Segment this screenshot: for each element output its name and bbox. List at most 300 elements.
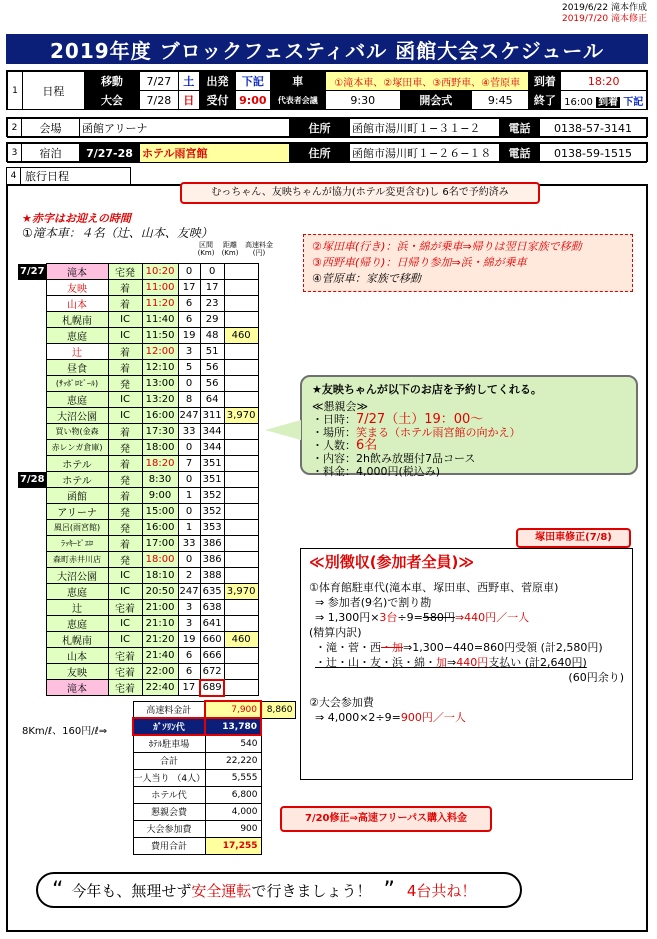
day-cell xyxy=(18,408,46,424)
time-cell: 21:10 xyxy=(142,616,178,632)
action-cell: 着 xyxy=(108,360,142,376)
day-cell xyxy=(18,536,46,552)
day-cell xyxy=(18,600,46,616)
interval-cell: 5 xyxy=(178,360,200,376)
action-cell: IC xyxy=(108,616,142,632)
row-num: 3 xyxy=(8,144,22,163)
schedule-row xyxy=(18,632,258,648)
row-travel xyxy=(6,167,131,185)
time-cell: 18:00 xyxy=(142,440,178,456)
toll-cell xyxy=(224,664,258,680)
party-date: ・日時：7/27（土）19：00〜 xyxy=(312,412,484,427)
toll-cell xyxy=(224,680,258,696)
summary-value: 4,000 xyxy=(205,803,261,820)
toll-cell xyxy=(224,616,258,632)
action-cell: 着 xyxy=(108,296,142,312)
tel-label: 電話 xyxy=(500,119,540,138)
schedule-row xyxy=(18,312,258,328)
toll-cell xyxy=(224,472,258,488)
row-schedule xyxy=(6,70,648,110)
interval-cell: 0 xyxy=(178,552,200,568)
collect-line: ⇒ 1,300円×3台÷9=580円⇒440円／一人 xyxy=(315,611,530,624)
distance-cell: 641 xyxy=(200,616,224,632)
schedule-row xyxy=(18,472,258,488)
place-cell: 滝本 xyxy=(46,264,108,280)
place-cell: 風呂(雨宮館) xyxy=(46,520,108,536)
tel-label: 電話 xyxy=(500,144,540,163)
row-label: 会場 xyxy=(22,119,80,138)
schedule-row xyxy=(18,424,258,440)
toll-cell xyxy=(224,520,258,536)
notice-callout: むっちゃん、友映ちゃんが協力(ホテル変更含む)し 6名で予約済み xyxy=(180,182,540,204)
party-heading: ★友映ちゃんが以下のお店を予約してくれる。 xyxy=(312,383,542,396)
day-cell xyxy=(18,440,46,456)
collect-line: (精算内訳) xyxy=(309,626,362,639)
arrive-value: 18:20 xyxy=(561,72,647,91)
action-cell: 発 xyxy=(108,520,142,536)
cost-summary-table xyxy=(132,700,296,855)
time-cell: 10:20 xyxy=(142,264,178,280)
schedule-row xyxy=(18,376,258,392)
distance-cell: 672 xyxy=(200,664,224,680)
toll-cell xyxy=(224,648,258,664)
interval-cell: 6 xyxy=(178,648,200,664)
place-cell: 函館 xyxy=(46,488,108,504)
summary-value: 900 xyxy=(205,820,261,837)
time-cell: 20:50 xyxy=(142,584,178,600)
interval-cell: 8 xyxy=(178,392,200,408)
action-cell: IC xyxy=(108,392,142,408)
distance-cell: 344 xyxy=(200,424,224,440)
depart-label: 出発 xyxy=(199,72,235,91)
action-cell: IC xyxy=(108,568,142,584)
day-cell xyxy=(18,456,46,472)
summary-row xyxy=(133,837,295,854)
collect-line: ・辻・山・友・浜・綿・加⇒440円支払い (計2,640円) xyxy=(315,656,587,669)
event-dow: 日 xyxy=(178,91,199,110)
time-cell: 17:30 xyxy=(142,424,178,440)
day-cell xyxy=(18,392,46,408)
place-cell: 山本 xyxy=(46,648,108,664)
place-cell: 札幌南 xyxy=(46,632,108,648)
opening-value: 9:45 xyxy=(472,91,529,110)
party-fee: ・料金：4,000円(税込み) xyxy=(312,465,441,478)
time-cell: 16:00 xyxy=(142,408,178,424)
summary-row xyxy=(133,735,295,752)
distance-cell: 666 xyxy=(200,648,224,664)
place-cell: 昼食 xyxy=(46,360,108,376)
summary-label: ｶﾞｿﾘﾝ代 xyxy=(133,718,205,735)
schedule-row xyxy=(18,648,258,664)
day-cell xyxy=(18,328,46,344)
day-cell xyxy=(18,424,46,440)
day-cell xyxy=(18,584,46,600)
day-cell xyxy=(18,664,46,680)
place-cell: アリーナ xyxy=(46,504,108,520)
opening-label: 開会式 xyxy=(400,91,472,110)
action-cell: 着 xyxy=(108,488,142,504)
open-quote: “ xyxy=(52,877,64,903)
interval-cell: 6 xyxy=(178,664,200,680)
time-cell: 22:00 xyxy=(142,664,178,680)
meta-block xyxy=(562,3,647,25)
lodging-dates: 7/27-28 xyxy=(80,144,140,163)
interval-cell: 3 xyxy=(178,344,200,360)
interval-cell: 0 xyxy=(178,264,200,280)
interval-cell: 1 xyxy=(178,520,200,536)
place-cell: 札幌南 xyxy=(46,312,108,328)
distance-cell: 635 xyxy=(200,584,224,600)
end-label: 終了 xyxy=(529,91,561,110)
toll-cell xyxy=(224,312,258,328)
action-cell: IC xyxy=(108,632,142,648)
schedule-row xyxy=(18,552,258,568)
action-cell: 発 xyxy=(108,552,142,568)
distance-cell: 352 xyxy=(200,504,224,520)
time-cell: 9:00 xyxy=(142,488,178,504)
summary-row xyxy=(133,786,295,803)
place-cell: 山本 xyxy=(46,296,108,312)
addr-label: 住所 xyxy=(290,119,350,138)
interval-cell: 0 xyxy=(178,440,200,456)
action-cell: 着 xyxy=(108,344,142,360)
summary-label: 合計 xyxy=(133,752,205,769)
car1-members: ①滝本車：４名（辻、山本、友映） xyxy=(22,226,213,240)
day-cell xyxy=(18,504,46,520)
action-cell: 宅着 xyxy=(108,664,142,680)
row-venue xyxy=(6,117,648,137)
day-cell xyxy=(18,632,46,648)
correction-callout-1: 塚田車修正(7/8) xyxy=(516,528,631,548)
schedule-row xyxy=(18,296,258,312)
toll-cell xyxy=(224,424,258,440)
correction-callout-2: 7/20修正⇒高速フリーパス購入料金 xyxy=(280,806,492,832)
toll-cell xyxy=(224,392,258,408)
schedule-row xyxy=(18,568,258,584)
summary-value: 22,220 xyxy=(205,752,261,769)
summary-row xyxy=(133,701,295,718)
place-cell: 辻 xyxy=(46,344,108,360)
summary-extra: 8,860 xyxy=(261,701,295,718)
collect-line: (60円余り) xyxy=(568,671,624,684)
collect-line: ②大会参加費 xyxy=(309,696,374,709)
interval-cell: 1 xyxy=(178,488,200,504)
schedule-row xyxy=(18,584,258,600)
schedule-row xyxy=(18,488,258,504)
distance-cell: 388 xyxy=(200,568,224,584)
reception-value: 9:00 xyxy=(236,91,271,110)
interval-cell: 6 xyxy=(178,296,200,312)
addr-label: 住所 xyxy=(290,144,350,163)
party-people: ・人数：6名 xyxy=(312,438,378,453)
party-content: ・内容：2h飲み放題付7品コース xyxy=(312,452,476,465)
time-cell: 18:00 xyxy=(142,552,178,568)
collect-box xyxy=(300,548,633,780)
toll-cell xyxy=(224,264,258,280)
toll-cell: 460 xyxy=(224,632,258,648)
place-cell: 恵庭 xyxy=(46,392,108,408)
summary-label: ﾎﾃﾙ駐車場 xyxy=(133,735,205,752)
created-note: 2019/6/22 滝本作成 xyxy=(561,3,647,13)
day-cell xyxy=(18,280,46,296)
car-value: ①滝本車、②塚田車、③西野車、④菅原車 xyxy=(326,72,529,91)
time-cell: 21:20 xyxy=(142,632,178,648)
action-cell: IC xyxy=(108,312,142,328)
event-date: 7/28 xyxy=(140,91,178,110)
summary-label: 一人当り （4人） xyxy=(133,769,205,786)
distance-cell: 386 xyxy=(200,536,224,552)
place-cell: 森町赤井川店 xyxy=(46,552,108,568)
schedule-row xyxy=(18,504,258,520)
action-cell: 着 xyxy=(108,424,142,440)
summary-label: 費用合計 xyxy=(133,837,205,854)
arrive-label: 到着 xyxy=(529,72,561,91)
row-label: 宿泊 xyxy=(22,144,80,163)
schedule-row xyxy=(18,536,258,552)
tel-value: 0138-57-3141 xyxy=(540,119,647,138)
action-cell: 宅着 xyxy=(108,680,142,696)
distance-cell: 351 xyxy=(200,472,224,488)
interval-cell: 33 xyxy=(178,424,200,440)
place-cell: 友映 xyxy=(46,280,108,296)
time-cell: 13:20 xyxy=(142,392,178,408)
party-sub: ≪懇親会≫ xyxy=(312,400,369,413)
schedule-row xyxy=(18,264,258,280)
schedule-row xyxy=(18,616,258,632)
toll-cell xyxy=(224,280,258,296)
action-cell: IC xyxy=(108,328,142,344)
day-cell xyxy=(18,520,46,536)
day-cell xyxy=(18,616,46,632)
action-cell: 発 xyxy=(108,440,142,456)
row-label: 旅行日程 xyxy=(25,170,69,183)
place-cell: 恵庭 xyxy=(46,584,108,600)
schedule-row xyxy=(18,344,258,360)
action-cell: 発 xyxy=(108,504,142,520)
car-label: 車 xyxy=(270,72,325,91)
summary-label: 懇親会費 xyxy=(133,803,205,820)
toll-cell xyxy=(224,360,258,376)
time-cell: 21:00 xyxy=(142,600,178,616)
distance-cell: 660 xyxy=(200,632,224,648)
interval-cell: 33 xyxy=(178,536,200,552)
collect-line: ⇒ 参加者(9名)で割り勘 xyxy=(315,596,432,609)
place-cell: 友映 xyxy=(46,664,108,680)
toll-cell xyxy=(224,440,258,456)
other-car-line: ④菅原車：家族で移動 xyxy=(312,272,421,285)
summary-value: 7,900 xyxy=(205,701,261,718)
interval-head: 区間 (Km) xyxy=(197,241,215,257)
day-cell: 7/28 xyxy=(18,472,46,488)
distance-cell: 29 xyxy=(200,312,224,328)
day-cell xyxy=(18,312,46,328)
distance-cell: 311 xyxy=(200,408,224,424)
place-cell: ﾗｯｷｰﾋﾟｴﾛ xyxy=(46,536,108,552)
day-cell xyxy=(18,680,46,696)
revised-note: 2019/7/20 滝本修正 xyxy=(561,14,647,24)
toll-cell xyxy=(224,536,258,552)
reception-label: 受付 xyxy=(199,91,235,110)
day-cell xyxy=(18,360,46,376)
legend: ★赤字はお迎えの時間 xyxy=(22,212,131,225)
time-cell: 16:00 xyxy=(142,520,178,536)
toll-cell xyxy=(224,488,258,504)
close-quote: ” xyxy=(383,877,395,903)
toll-cell xyxy=(224,600,258,616)
summary-row xyxy=(133,752,295,769)
time-cell: 18:10 xyxy=(142,568,178,584)
depart-value: 下記 xyxy=(236,72,271,91)
rep-meeting-value: 9:30 xyxy=(326,91,401,110)
place-cell: 買い物(金森 xyxy=(46,424,108,440)
distance-cell: 386 xyxy=(200,552,224,568)
interval-cell: 247 xyxy=(178,408,200,424)
distance-cell: 352 xyxy=(200,488,224,504)
summary-value: 5,555 xyxy=(205,769,261,786)
schedule-row xyxy=(18,456,258,472)
day-cell xyxy=(18,568,46,584)
action-cell: 発 xyxy=(108,472,142,488)
event-label: 大会 xyxy=(84,91,139,110)
interval-cell: 17 xyxy=(178,280,200,296)
day-cell xyxy=(18,344,46,360)
time-cell: 12:10 xyxy=(142,360,178,376)
page-title: 2019年度 ブロックフェスティバル 函館大会スケジュール xyxy=(6,34,648,64)
collect-line: ①体育館駐車代(滝本車、塚田車、西野車、菅原車) xyxy=(309,581,559,594)
summary-value: 13,780 xyxy=(205,718,261,735)
distance-cell: 64 xyxy=(200,392,224,408)
party-place: ・場所：笑まる（ホテル雨宮館の向かえ） xyxy=(312,426,521,439)
cost-summary-wrap xyxy=(132,700,296,855)
schedule-row xyxy=(18,520,258,536)
distance-cell: 638 xyxy=(200,600,224,616)
time-cell: 12:00 xyxy=(142,344,178,360)
interval-cell: 3 xyxy=(178,616,200,632)
schedule-row xyxy=(18,328,258,344)
row-num: 1 xyxy=(8,72,23,110)
row-num: 4 xyxy=(7,168,21,184)
time-cell: 15:00 xyxy=(142,504,178,520)
distance-cell: 0 xyxy=(200,264,224,280)
collect-line: ・滝・菅・西・加⇒1,300−440=860円受領 (計2,580円) xyxy=(315,641,603,654)
summary-row xyxy=(133,803,295,820)
schedule-row xyxy=(18,392,258,408)
action-cell: 着 xyxy=(108,280,142,296)
summary-label: 高速料金計 xyxy=(133,701,205,718)
distance-cell: 23 xyxy=(200,296,224,312)
summary-row xyxy=(133,718,295,735)
summary-value: 6,800 xyxy=(205,786,261,803)
row-num: 2 xyxy=(8,119,22,138)
interval-cell: 0 xyxy=(178,504,200,520)
toll-cell: 3,970 xyxy=(224,408,258,424)
action-cell: IC xyxy=(108,408,142,424)
day-cell: 7/27 xyxy=(18,264,46,280)
day-cell xyxy=(18,648,46,664)
day-cell xyxy=(18,552,46,568)
interval-cell: 6 xyxy=(178,312,200,328)
action-cell: IC xyxy=(108,584,142,600)
interval-cell: 0 xyxy=(178,472,200,488)
summary-value: 17,255 xyxy=(205,837,261,854)
fuel-note: 8Km/ℓ、160円/ℓ⇒ xyxy=(22,726,108,737)
rep-meeting-label: 代表者会議 xyxy=(270,91,325,110)
interval-cell: 17 xyxy=(178,680,200,696)
interval-cell: 247 xyxy=(178,584,200,600)
other-cars-box xyxy=(303,234,633,292)
distance-cell: 56 xyxy=(200,360,224,376)
schedule-row xyxy=(18,280,258,296)
distance-cell: 353 xyxy=(200,520,224,536)
time-cell: 11:00 xyxy=(142,280,178,296)
place-cell: ホテル xyxy=(46,456,108,472)
day-cell xyxy=(18,296,46,312)
action-cell: 着 xyxy=(108,456,142,472)
toll-cell xyxy=(224,296,258,312)
toll-head: 高速料金 (円) xyxy=(245,241,273,257)
time-cell: 11:40 xyxy=(142,312,178,328)
place-cell: (ｻｯﾎﾟﾛﾋﾞｰﾙ) xyxy=(46,376,108,392)
addr-value: 函館市湯川町１−３１−２ xyxy=(350,119,500,138)
toll-cell xyxy=(224,344,258,360)
move-dow: 土 xyxy=(178,72,199,91)
interval-cell: 0 xyxy=(178,376,200,392)
toll-cell xyxy=(224,504,258,520)
interval-cell: 3 xyxy=(178,600,200,616)
place-cell: 赤レンガ倉庫) xyxy=(46,440,108,456)
place-cell: 恵庭 xyxy=(46,328,108,344)
row-lodging xyxy=(6,142,648,162)
venue-name: 函館アリーナ xyxy=(80,119,290,138)
collect-title: ≪別徴収(参加者全員)≫ xyxy=(309,553,475,571)
time-cell: 22:40 xyxy=(142,680,178,696)
action-cell: 発 xyxy=(108,376,142,392)
toll-cell xyxy=(224,552,258,568)
place-cell: 辻 xyxy=(46,600,108,616)
footer-message: “ 今年も、無理せず 安全運転 で行きましょう！ ” 4台共ね！ xyxy=(36,872,522,908)
toll-cell xyxy=(224,568,258,584)
end-arrive: 16:00 到着 下記 xyxy=(561,91,647,110)
other-car-line: ③西野車(帰り)：日帰り参加⇒浜・綿が乗車 xyxy=(312,256,527,269)
time-cell: 18:20 xyxy=(142,456,178,472)
distance-cell: 51 xyxy=(200,344,224,360)
interval-cell: 19 xyxy=(178,632,200,648)
summary-value: 540 xyxy=(205,735,261,752)
schedule-table xyxy=(18,263,259,697)
action-cell: 宅着 xyxy=(108,648,142,664)
interval-cell: 7 xyxy=(178,456,200,472)
action-cell: 宅発 xyxy=(108,264,142,280)
distance-cell: 17 xyxy=(200,280,224,296)
move-label: 移動 xyxy=(84,72,139,91)
summary-label: ホテル代 xyxy=(133,786,205,803)
action-cell: 着 xyxy=(108,536,142,552)
distance-cell: 351 xyxy=(200,456,224,472)
schedule-row xyxy=(18,408,258,424)
time-cell: 11:50 xyxy=(142,328,178,344)
summary-label: 大会参加費 xyxy=(133,820,205,837)
place-cell: ホテル xyxy=(46,472,108,488)
distance-cell: 689 xyxy=(200,680,224,696)
schedule-row xyxy=(18,600,258,616)
move-date: 7/27 xyxy=(140,72,178,91)
schedule-row xyxy=(18,360,258,376)
toll-cell: 3,970 xyxy=(224,584,258,600)
place-cell: 大沼公園 xyxy=(46,568,108,584)
interval-cell: 19 xyxy=(178,328,200,344)
time-cell: 17:00 xyxy=(142,536,178,552)
party-pointer xyxy=(265,420,301,440)
